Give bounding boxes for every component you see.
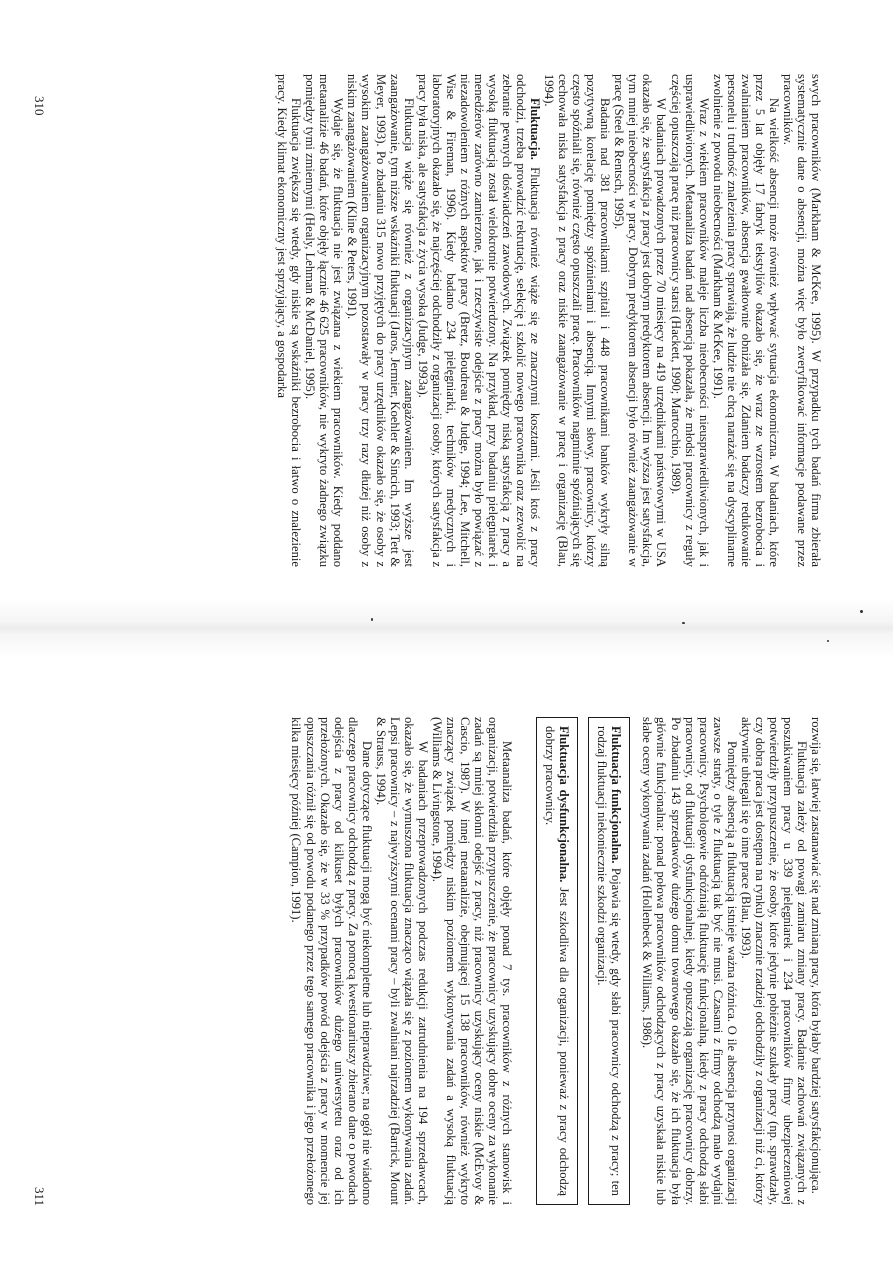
definition-text: [595, 726, 623, 1196]
paragraph: Pomiędzy absencją a fluktuacją istnieje ważna różnica. O ile absencja przynosi organizacji zawsze straty, o tyle z fluktuacją tak być nie musi. Czasami z firmy odchodzą mało wydajni pracownicy. Psychologowie odróżniają fluktuację funkcjonalną, kiedy z pracy odchodzą słabi pracownicy, od fluktuacji dysfunkcjonalnej, kiedy opuszczają organizację pracownicy dobrzy. Po zbadaniu 143 sprzedawców dużego domu towarowego okazało się, że ich fluktuacja była głównie funkcjonalna: ponad połowa pracowników odchodzących z pracy uzyskała niskie lub słabe oceny wykonywania zadań (Hollenbeck & Williams, 1986).: [640, 717, 739, 1205]
paragraph: rozwija się, łatwiej zastanawiać się nad zmianą pracy, która byłaby bardziej satysfakcjonująca.: [809, 717, 823, 1194]
paragraph: Fluktuacja zwiększa się wtedy, gdy niskie są wskaźniki bezrobocia i łatwo o znalezienie pracy. Kiedy klimat ekonomiczny jest sprzyjający, a gospodarka: [275, 74, 304, 567]
paragraph: Wraz z wiekiem pracowników maleje liczba nieobecności nieusprawiedliwionych, jak i usprawiedliwionych. Metaanaliza badań nad absencją pokazała, że młodsi pracownicy z reguły częściej opuszczają pracę niż pracownicy starsi (Hackett, 1990; Martocchio, 1989).: [668, 74, 711, 567]
paragraph: W badaniach przeprowadzonych podczas redukcji zatrudnienia na 194 sprzedawcach, okazało się, że wymuszona fluktuacja znacząco wiązała się z poziomem wykonywania zadań. Lepsi pracownicy – z najwyższymi ocenami pracy – byli zwalniani najrzadziej (Barrick, Mount & Strauss, 1994).: [373, 717, 430, 1205]
paragraph: swych pracowników (Markham & McKee, 1995). W przypadku tych badań firma zbierała systematycznie dane o absencji, można więc było zweryfikować informacje podawane przez pracowników.: [780, 74, 823, 567]
paragraph: Fluktuacja wiąże się również z organizacyjnym zaangażowaniem. Im wyższe jest zaangażowanie, tym niższe wskaźniki fluktuacji (Jaros, Jermier, Koehler & Sincich, 1993; Tett & Meyer, 1993). Po zbadaniu 315 nowo przyjętych do pracy urzędników okazało się, że osoby z wysokim zaangażowaniem organizacyjnym pozostawały w pracy trzy razy dłużej niż osoby z niskim zaangażowaniem (Kline & Peters, 1991).: [345, 74, 416, 567]
right-page: [0, 631, 893, 1263]
page-number: 310: [32, 96, 47, 116]
paragraph: Na wielkość absencji może również wpływać sytuacja ekonomiczna. W badaniach, które przez 5 lat objęły 17 fabryk tekstyliów okazało się, że wraz ze wzrostem bezrobocia i zwalnianiem pracowników, absencja gwałtownie obniżała się. Zdaniem badaczy redukowanie personelu i trudność znalezienia pracy sprawiają, że ludzie nie chcą narażać się na dyscyplinarne zwolnienie z powodu nieobecności (Markham & McKee, 1991).: [710, 74, 781, 567]
definition-box: [536, 717, 578, 1205]
paragraph: Dane dotyczące fluktuacji mogą być niekompletne lub nieprawdziwe; na ogół nie wiadomo dlaczego pracownicy odchodzą z pracy. Za pomocą kwestionariuszy zbierano dane o powodach odejścia z pracy od kilkuset byłych pracowników dużego uniwersytetu oraz od ich przełożonych. Okazało się, że w 33 % przypadków powód odejścia z pracy w momencie jej opuszczania różnił się od powodu podanego przez tego samego pracownika i jego przełożonego kilka miesięcy później (Campion, 1991).: [289, 717, 374, 1205]
paragraph: Metaanaliza badań, które objęły ponad 7 tys. pracowników z różnych stanowisk i organizacji, potwierdziła przypuszczenie, że pracownicy uzyskujący dobre oceny za wykonanie zadań są mniej skłonni odejść z pracy, niż pracownicy uzyskujący oceny niskie (McEvoy & Cascio, 1987). W innej metaanalizie, obejmującej 15 138 pracowników, również wykryto znaczący związek pomiędzy niskim poziomem wykonywania zadań a wysoką fluktuacją (Williams & Livingstone, 1994).: [429, 717, 515, 1205]
definition-box: [588, 717, 630, 1205]
left-page-text: [275, 74, 823, 567]
section-heading: Fluktuacja.: [528, 98, 543, 160]
left-page: [0, 0, 893, 631]
definition-body: Jest szkodliwa dla organizacji, ponieważ z pracy odchodzą dobrzy pracownicy.: [543, 726, 572, 1197]
definition-term: Fluktuacja dysfunkcjonalna.: [557, 726, 572, 883]
paragraph: Badania nad 381 pracownikami szpitali i 448 pracownikami banków wykryły silną pozytywną korelację pomiędzy spóźnieniami i absencją. Innymi słowy, pracownicy, którzy często spóźniali się, również często opuszczali pracę. Pracowników nagminnie spóźniających się cechowała niska satysfakcja z pracy oraz niskie zaangażowanie w pracę i organizację (Blau, 1994).: [542, 74, 613, 567]
definition-text: [543, 726, 571, 1196]
paragraph: Wydaje się, że fluktuacja nie jest związana z wiekiem pracowników. Kiedy poddano metaanalizie 46 badań, które objęły łącznie 46 625 pracowników, nie wykryto żadnego związku pomiędzy tymi zmiennymi (Healy, Lehman & McDaniel, 1995).: [303, 74, 346, 567]
page-number: 311: [32, 1187, 47, 1207]
paragraph: Fluktuacja zależy od powagi zamiaru zmiany pracy. Badanie zachowań związanych z poszukiwaniem pracy u 339 pielęgniarek i 234 pracowników firmy ubezpieczeniowej potwierdziły przypuszczenie, że osoby, które jedynie pobieżnie szukały pracy (np. sprawdzały, czy dobra praca jest dostępna na rynku) znacznie rzadziej odchodziły z organizacji niż ci, którzy aktywnie ubiegali się o inne prace (Blau, 1993).: [738, 717, 809, 1205]
paragraph-body: Fluktuacja również wiąże się ze znacznymi kosztami. Jeśli ktoś z pracy odchodzi, trzeba prowadzić rekrutację, selekcję i szkolić nowego pracownika oraz zezwolić na zebranie pewnych doświadczeń zawodowych. Związek pomiędzy niską satysfakcją z pracy a wysoką fluktuacją został wielokrotnie potwierdzony. Na przykład, przy badaniu pielęgniarek i menedżerów zarówno zamierzone, jak i rzeczywiste odejście z pracy można było powiązać z niezadowoleniem z różnych aspektów pracy (Bretz, Boudreau & Judge, 1994; Lee, Mitchell, Wise & Fireman, 1996). Kiedy badano 234 pielęgniarki, techników medycznych i laboratoryjnych okazało się, że najczęściej odchodziły z organizacji osoby, których satysfakcja z pracy była niska, ale satysfakcja z życia wysoka (Judge, 1993a).: [415, 74, 543, 567]
definition-term: Fluktuacja funkcjonalna.: [609, 726, 624, 864]
right-page-text: [289, 717, 823, 1205]
paragraph: [416, 74, 542, 567]
paragraph: W badaniach prowadzonych przez 70 miesięcy na 419 urzędnikami państwowymi w USA okazało się, że satysfakcja z pracy jest dobrym predyktorem absencji. Im wyższa jest satysfakcja, tym mniej nieobecności w pracy. Dobrym predyktorem absencji było również zaangażowanie w pracę (Steel & Rentsch, 1995).: [612, 74, 669, 567]
definition-body: Pojawia się wtedy, gdy słabi pracownicy odchodzą z pracy; ten rodzaj fluktuacji niekoniecznie szkodzi organizacji.: [595, 726, 624, 1196]
